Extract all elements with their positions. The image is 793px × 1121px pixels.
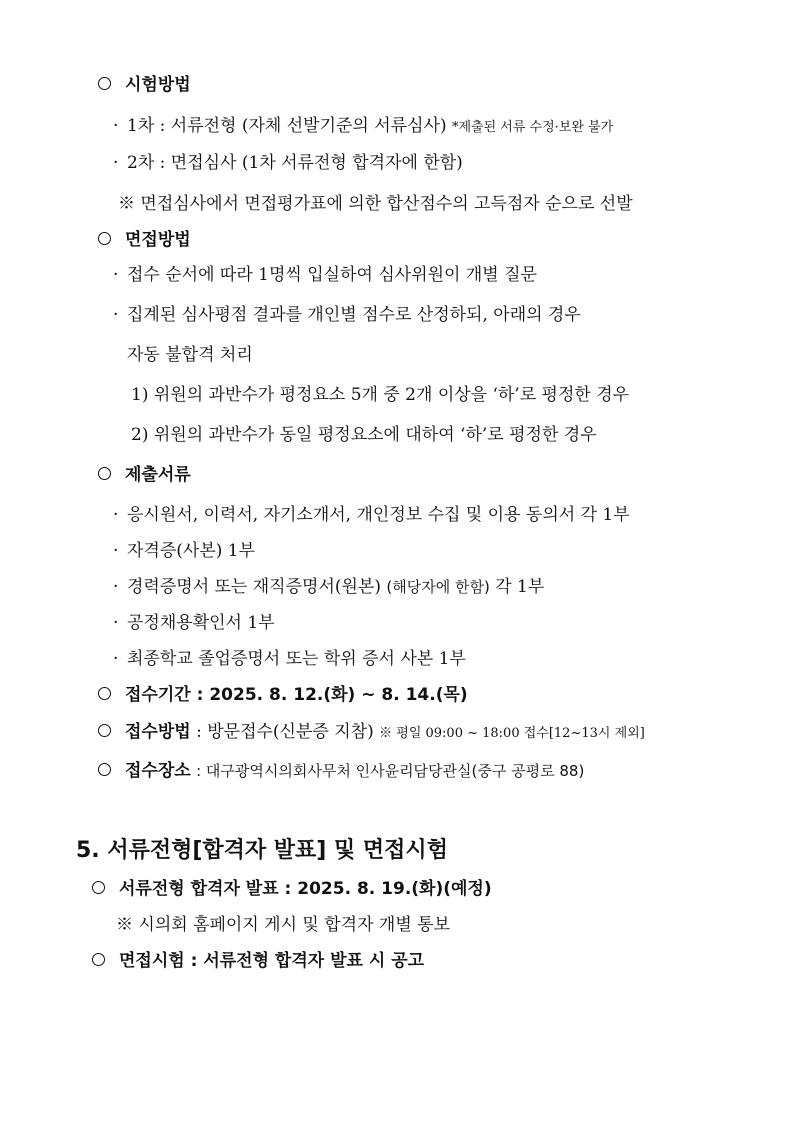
documents-heading: 제출서류 <box>98 463 191 487</box>
documents-item-1: · 응시원서, 이력서, 자기소개서, 개인정보 수집 및 이용 동의서 각 1부 <box>113 505 630 525</box>
period-row <box>98 683 468 707</box>
documents-item-4: · 공정채용확인서 1부 <box>113 613 275 633</box>
circle-bullet-icon <box>98 232 111 245</box>
documents-item-3: · 경력증명서 또는 재직증명서(원본) (해당자에 한함) 각 1부 <box>113 577 545 597</box>
section-5-item-1: 서류전형 합격자 발표 : 2025. 8. 19.(화)(예정) <box>92 877 492 901</box>
section-5-title: 5. 서류전형[합격자 발표] 및 면접시험 <box>76 838 448 863</box>
circle-bullet-icon <box>98 467 111 480</box>
place-row <box>98 759 584 783</box>
application-method-row <box>98 720 645 746</box>
period-value: : 2025. 8. 12.(화) ~ 8. 14.(목) <box>196 685 468 705</box>
interview-method-item-2-cont: 자동 불합격 처리 <box>127 345 253 365</box>
interview-method-sub-1: 1) 위원의 과반수가 평정요소 5개 중 2개 이상을 ‘하’로 평정한 경우 <box>131 385 630 405</box>
section-5-item-1-note: ※ 시의회 홈페이지 게시 및 합격자 개별 통보 <box>116 915 451 935</box>
circle-bullet-icon <box>98 763 111 776</box>
circle-bullet-icon <box>92 953 105 966</box>
exam-method-item-1: · 1차 : 서류전형 (자체 선발기준의 서류심사) *제출된 서류 수정·보완 불가 <box>113 116 614 136</box>
period-label: 접수기간 <box>125 685 191 705</box>
exam-method-item-1-note: *제출된 서류 수정·보완 불가 <box>452 120 614 135</box>
circle-bullet-icon <box>98 687 111 700</box>
exam-method-heading: 시험방법 <box>98 73 191 97</box>
application-method-label: 접수방법 <box>125 722 191 742</box>
section-5-item-2: 면접시험 : 서류전형 합격자 발표 시 공고 <box>92 949 424 973</box>
exam-method-note: ※ 면접심사에서 면접평가표에 의한 합산점수의 고득점자 순으로 선발 <box>118 194 633 214</box>
place-value: : 대구광역시의회사무처 인사윤리담당관실(중구 공평로 88) <box>196 762 585 780</box>
documents-item-2: · 자격증(사본) 1부 <box>113 541 256 561</box>
place-label: 접수장소 <box>125 761 191 781</box>
circle-bullet-icon <box>92 881 105 894</box>
interview-method-item-2: · 집계된 심사평점 결과를 개인별 점수로 산정하되, 아래의 경우 <box>113 305 581 325</box>
application-method-note: ※ 평일 09:00 ~ 18:00 접수[12~13시 제외] <box>379 726 645 741</box>
circle-bullet-icon <box>98 724 111 737</box>
interview-method-item-1: · 접수 순서에 따라 1명씩 입실하여 심사위원이 개별 질문 <box>113 265 537 285</box>
interview-method-sub-2: 2) 위원의 과반수가 동일 평정요소에 대하여 ‘하’로 평정한 경우 <box>131 425 597 445</box>
circle-bullet-icon <box>98 77 111 90</box>
application-method-value: : 방문접수(신분증 지참) <box>196 722 374 742</box>
documents-item-5: · 최종학교 졸업증명서 또는 학위 증서 사본 1부 <box>113 649 466 669</box>
interview-method-heading: 면접방법 <box>98 228 191 252</box>
exam-method-item-2: · 2차 : 면접심사 (1차 서류전형 합격자에 한함) <box>113 153 463 173</box>
